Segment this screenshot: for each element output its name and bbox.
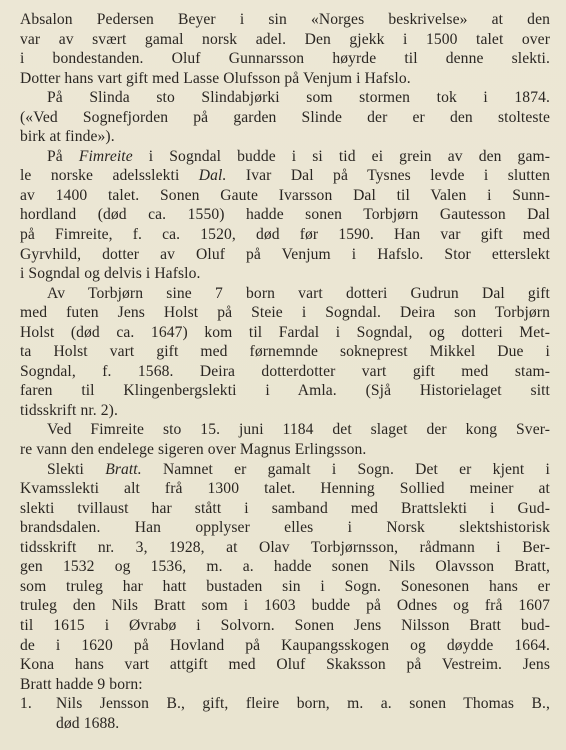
text-line [20,303,550,323]
text-line [20,88,550,108]
text-line [20,655,550,675]
text-segment: brandsdalen. Han opplyser elles i Norsk slektshistorisk [20,519,550,537]
text-segment: av 1400 talet. Sonen Gaute Ivarsson Dal til Valen i Sunn- [20,186,550,204]
text-segment: Gyrvhild, dotter av Oluf på Venjum i Hafslo. Stor etterslekt [20,245,550,263]
text-segment: død 1688. [56,714,120,732]
text-segment: hordland (død ca. 1550) hadde sonen Torbjørn Gautesson Dal [20,206,550,224]
text-line [20,636,550,656]
text-segment: Namnet er gamalt i Sogn. Det er kjent i [141,460,550,478]
text-segment: Nils Jensson B., gift, fleire born, m. a. sonen Thomas B., [56,695,550,713]
text-segment: Kvamsslekti alt frå 1300 talet. Henning Sollied meiner at [20,480,550,498]
text-segment: Dotter hans vart gift med Lasse Olufsson på Venjum i Hafslo. [20,69,411,87]
text-line [20,518,550,538]
text-line [20,362,550,382]
text-segment: på Fimreite, f. ca. 1520, død før 1590. Han var gift med [20,226,550,244]
text-segment: Kona hans vart attgift med Oluf Skaksson på Vestreim. Jens [20,656,550,674]
text-segment: Ved Fimreite sto 15. juni 1184 det slaget der kong Sver- [47,421,550,439]
text-line [20,205,550,225]
text-body [20,10,550,733]
text-segment: gen 1532 og 1536, m. a. hadde sonen Nils Olavsson Bratt, [20,558,550,576]
text-segment: i Sogndal budde i si tid ei grein av den gam- [132,147,550,165]
text-line [20,264,550,284]
text-segment: Ivar Dal på Tysnes levde i slutten [226,167,551,185]
text-segment: til 1615 i Øvrabø i Solvorn. Sonen Jens Nilsson Bratt bud- [20,616,550,634]
text-segment: som truleg har hatt bustaden sin i Sogn. Sonesonen hans er [20,577,550,595]
text-line [20,108,550,128]
text-segment: slekti tvillaust har stått i samband med Brattslekti i Gud- [20,499,550,517]
text-line [20,245,550,265]
text-segment: de i 1620 på Hovland på Kaupangsskogen og døydde 1664. [20,636,550,654]
text-line [20,499,550,519]
text-line [20,225,550,245]
text-line [20,381,550,401]
text-segment: Holst (død ca. 1647) kom til Fardal i Sogndal, og dotteri Met- [20,323,550,341]
text-segment: Absalon Pedersen Beyer i sin «Norges beskrivelse» at den [20,11,550,28]
text-segment: tidsskrift nr. 2). [20,401,118,419]
text-line [20,401,550,421]
text-segment: («Ved Sognefjorden på garden Slinde der er den stolteste [20,108,550,126]
text-segment: På Slinda sto Slindabjørki som stormen tok i 1874. [47,89,550,107]
text-segment: truleg den Nils Bratt som i 1603 budde på Odnes og frå 1607 [20,597,550,615]
text-line [20,675,550,695]
text-line [20,420,550,440]
text-segment: tidsskrift nr. 3, 1928, at Olav Torbjørnsson, rådmann i Ber- [20,538,550,556]
text-segment: På [47,147,79,165]
text-line [20,460,550,480]
text-line [20,557,550,577]
text-line [20,577,550,597]
text-segment: i Sogndal og delvis i Hafslo. [20,265,201,283]
text-line [20,596,550,616]
text-line [20,10,550,30]
text-line [20,284,550,304]
text-segment: Sogndal, f. 1568. Deira dotterdotter vart gift med stam- [20,362,550,380]
text-segment: var av svært gamal norsk adel. Den gjekk i 1500 talet over [20,30,550,48]
text-line [20,127,550,147]
italic-term: Dal. [198,167,227,185]
text-segment: ta Holst vart gift med førnemnde sokneprest Mikkel Due i [20,343,550,361]
text-line [20,166,550,186]
text-line [20,342,550,362]
text-segment: med futen Jens Holst på Steie i Sogndal. Deira son Torbjørn [20,304,550,322]
text-segment: i bondestanden. Oluf Gunnarsson høyrde til denne slekti. [20,50,550,68]
text-line [20,30,550,50]
text-line [20,323,550,343]
text-line [20,147,550,167]
list-number: 1. [20,695,32,713]
text-line [20,69,550,89]
text-line [20,440,550,460]
list-item-line [20,694,550,714]
text-segment: re vann den endelege sigeren over Magnus Erlingsson. [20,441,367,459]
text-segment: Bratt hadde 9 born: [20,675,143,693]
text-line [20,186,550,206]
text-segment: le norske adelsslekti [20,167,199,185]
text-segment: faren til Klingenbergslekti i Amla. (Sjå Historielaget sitt [20,382,550,400]
text-segment: Slekti [47,460,106,478]
list-item-line [20,714,550,734]
text-line [20,479,550,499]
text-line [20,616,550,636]
italic-term: Fimreite [78,147,133,165]
text-segment: Av Torbjørn sine 7 born vart dotteri Gudrun Dal gift [47,284,550,302]
text-line [20,538,550,558]
text-line [20,49,550,69]
text-segment: birk at finde»). [20,128,115,146]
italic-term: Bratt. [105,460,142,478]
